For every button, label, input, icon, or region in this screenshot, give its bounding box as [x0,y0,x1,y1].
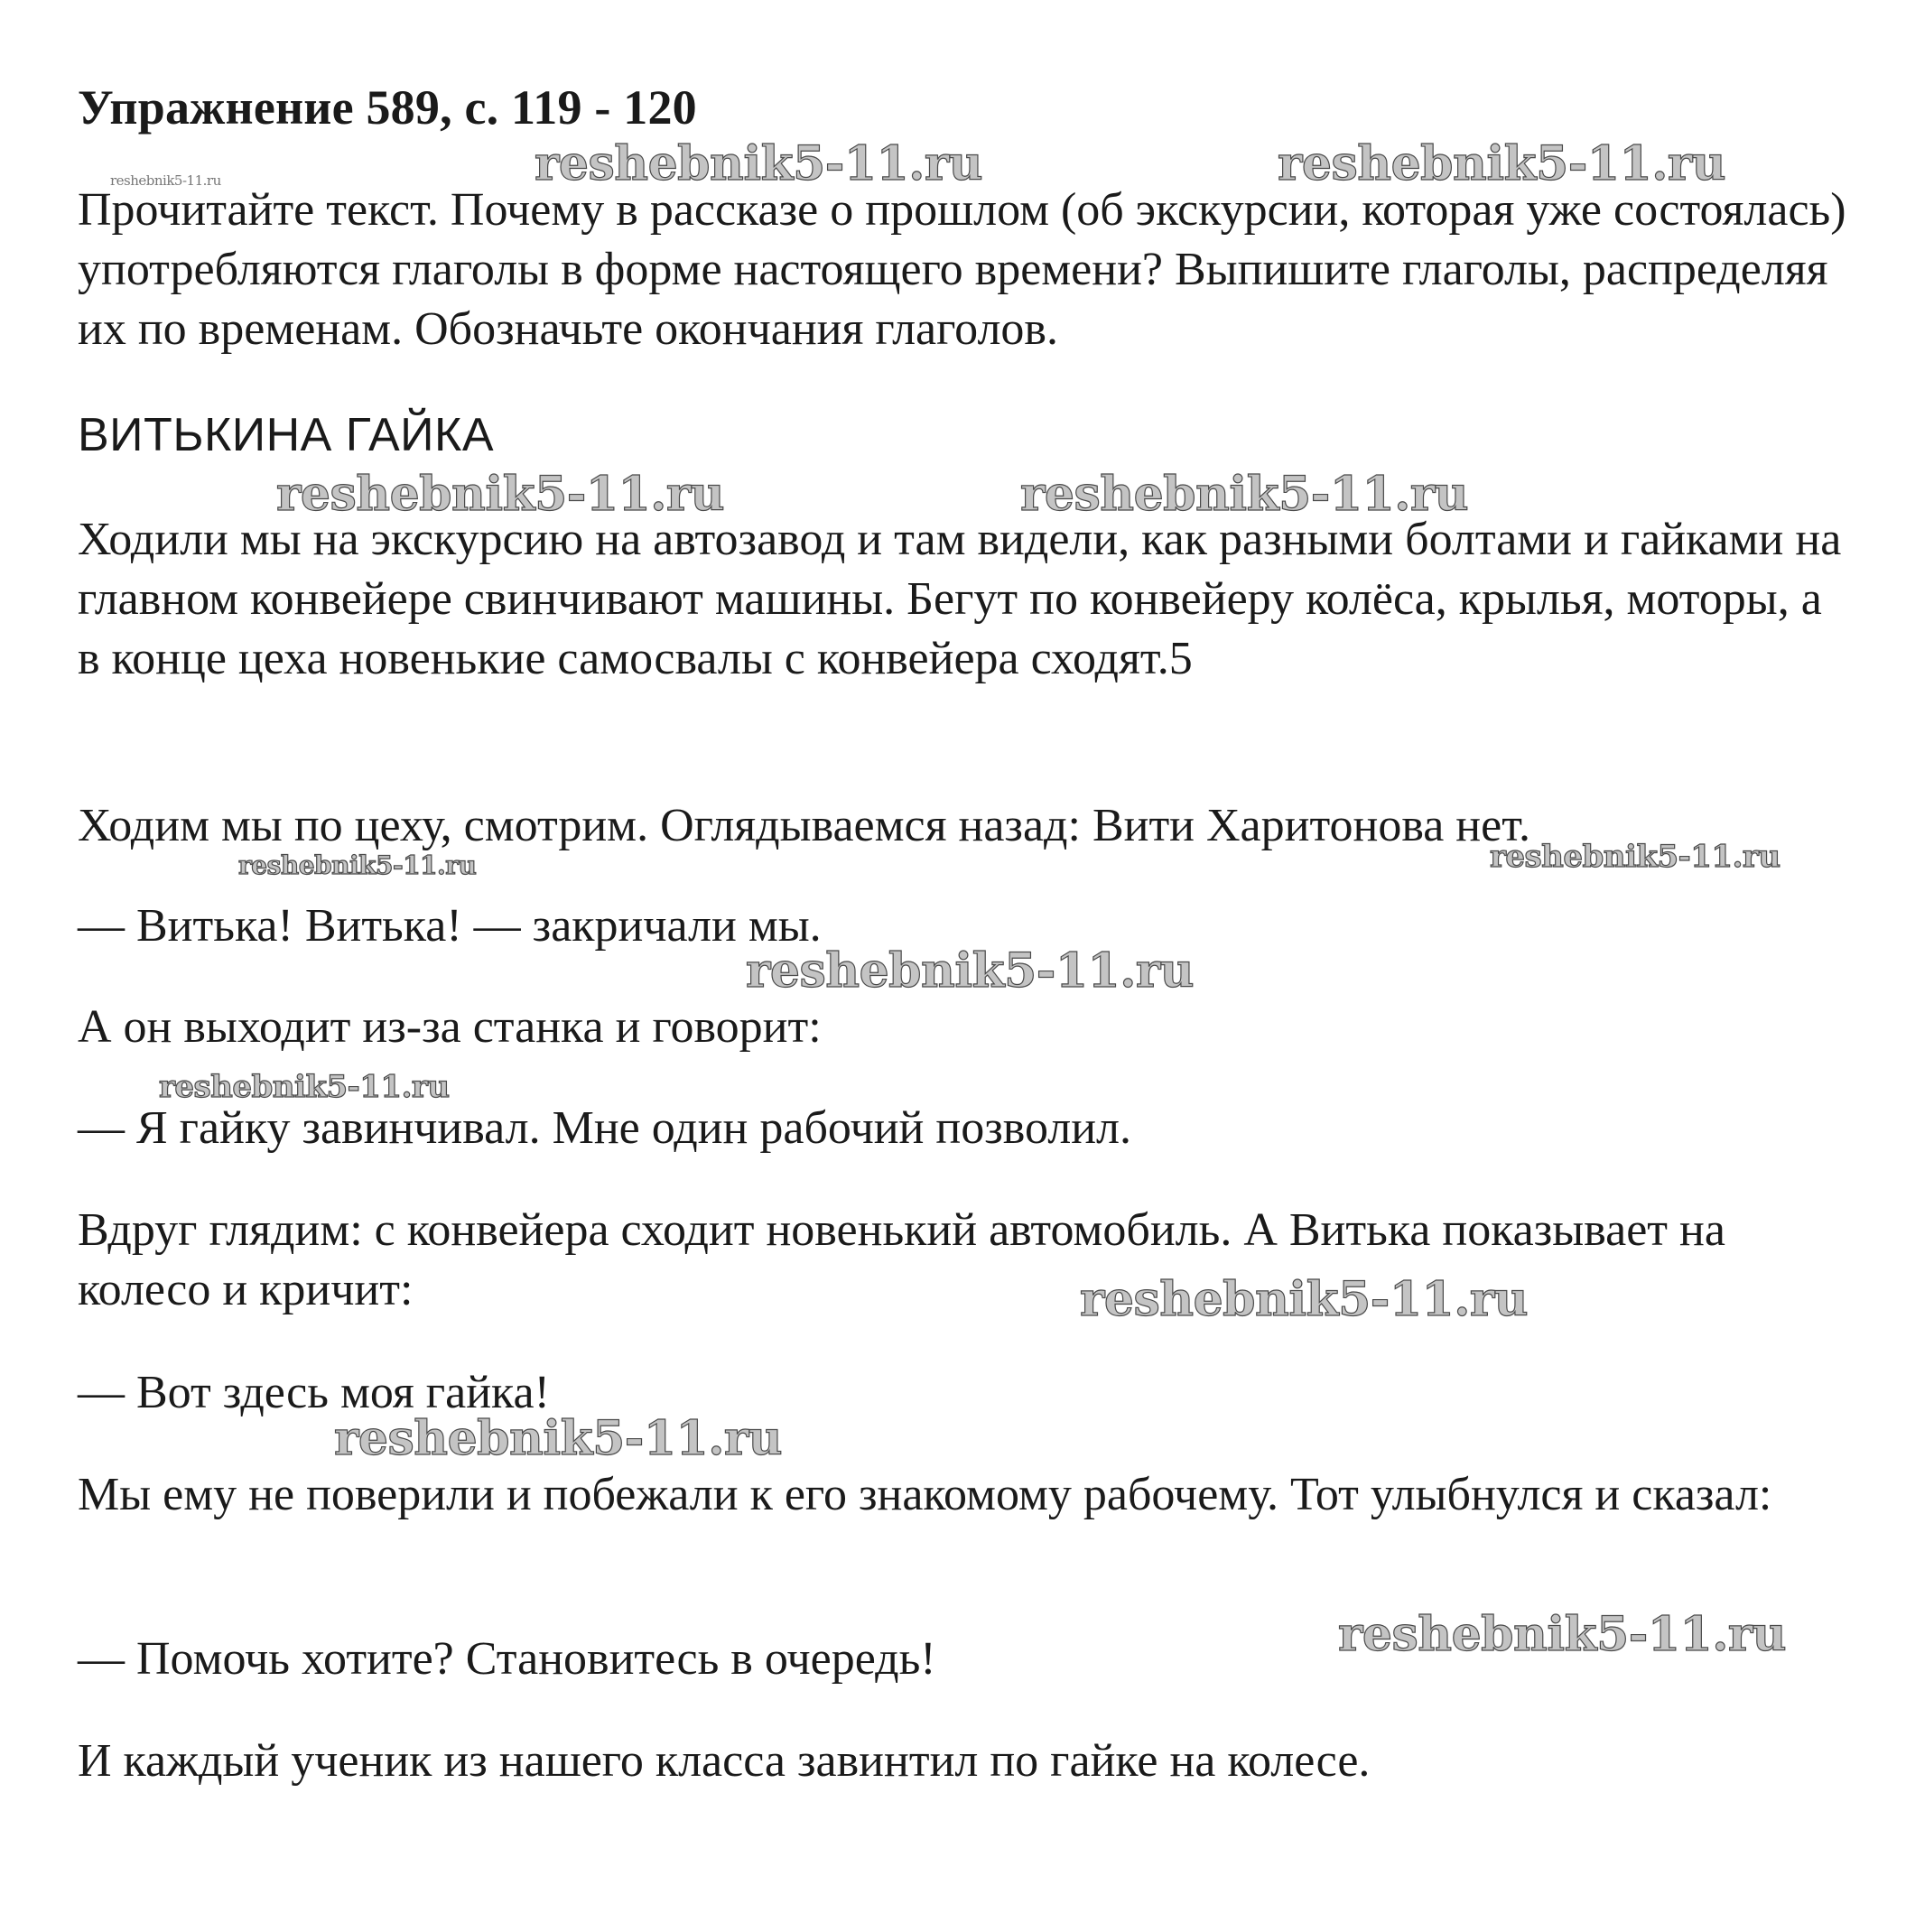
story-paragraph-3: — Витька! Витька! — закричали мы. [78,900,822,952]
story-paragraph-7: — Вот здесь моя гайка! [78,1367,550,1418]
watermark: reshebnik5-11.ru [1338,1607,1787,1662]
story-paragraph-10: И каждый ученик из нашего класса завинтил по гайке на колесе. [78,1735,1371,1787]
watermark: reshebnik5-11.ru [238,850,477,880]
watermark: reshebnik5-11.ru [276,467,725,522]
task-text: Прочитайте текст. Почему в рассказе о прошлом (об экскурсии, которая уже состоялась) употребляются глаголы в форме настоящего времени? Выпишите глаголы, распределяя их по временам. Обозначьте окончания глаголов. [78,184,1846,355]
watermark: reshebnik5-11.ru [535,136,983,191]
story-paragraph-4: А он выходит из-за станка и говорит: [78,1001,822,1053]
exercise-title: Упражнение 589, с. 119 - 120 [78,80,697,135]
watermark: reshebnik5-11.ru [1278,136,1726,191]
watermark: reshebnik5-11.ru [1020,467,1469,522]
story-paragraph-9: — Помочь хотите? Становитесь в очередь! [78,1633,936,1685]
story-paragraph-6: Вдруг глядим: с конвейера сходит новенький автомобиль. А Витька показывает на колесо и кричит: [78,1204,1725,1315]
story-paragraph-5: — Я гайку завинчивал. Мне один рабочий позволил. [78,1102,1131,1154]
watermark: reshebnik5-11.ru [334,1411,783,1466]
story-paragraph-8: Мы ему не поверили и побежали к его знакомому рабочему. Тот улыбнулся и сказал: [78,1469,1772,1520]
story-title: ВИТЬКИНА ГАЙКА [78,409,495,461]
story-paragraph-1: Ходили мы на экскурсию на автозавод и там видели, как разными болтами и гайками на главном конвейере свинчивают машины. Бегут по конвейеру колёса, крылья, моторы, а в конце цеха новенькие самосвалы с конвейера сходят.5 [78,514,1842,684]
story-paragraph-2: Ходим мы по цеху, смотрим. Оглядываемся назад: Вити Харитонова нет. [78,800,1531,851]
watermark: reshebnik5-11.ru [746,943,1195,999]
watermark: reshebnik5-11.ru [110,172,221,189]
watermark: reshebnik5-11.ru [1080,1272,1529,1327]
watermark: reshebnik5-11.ru [1490,839,1780,875]
watermark: reshebnik5-11.ru [159,1069,450,1105]
